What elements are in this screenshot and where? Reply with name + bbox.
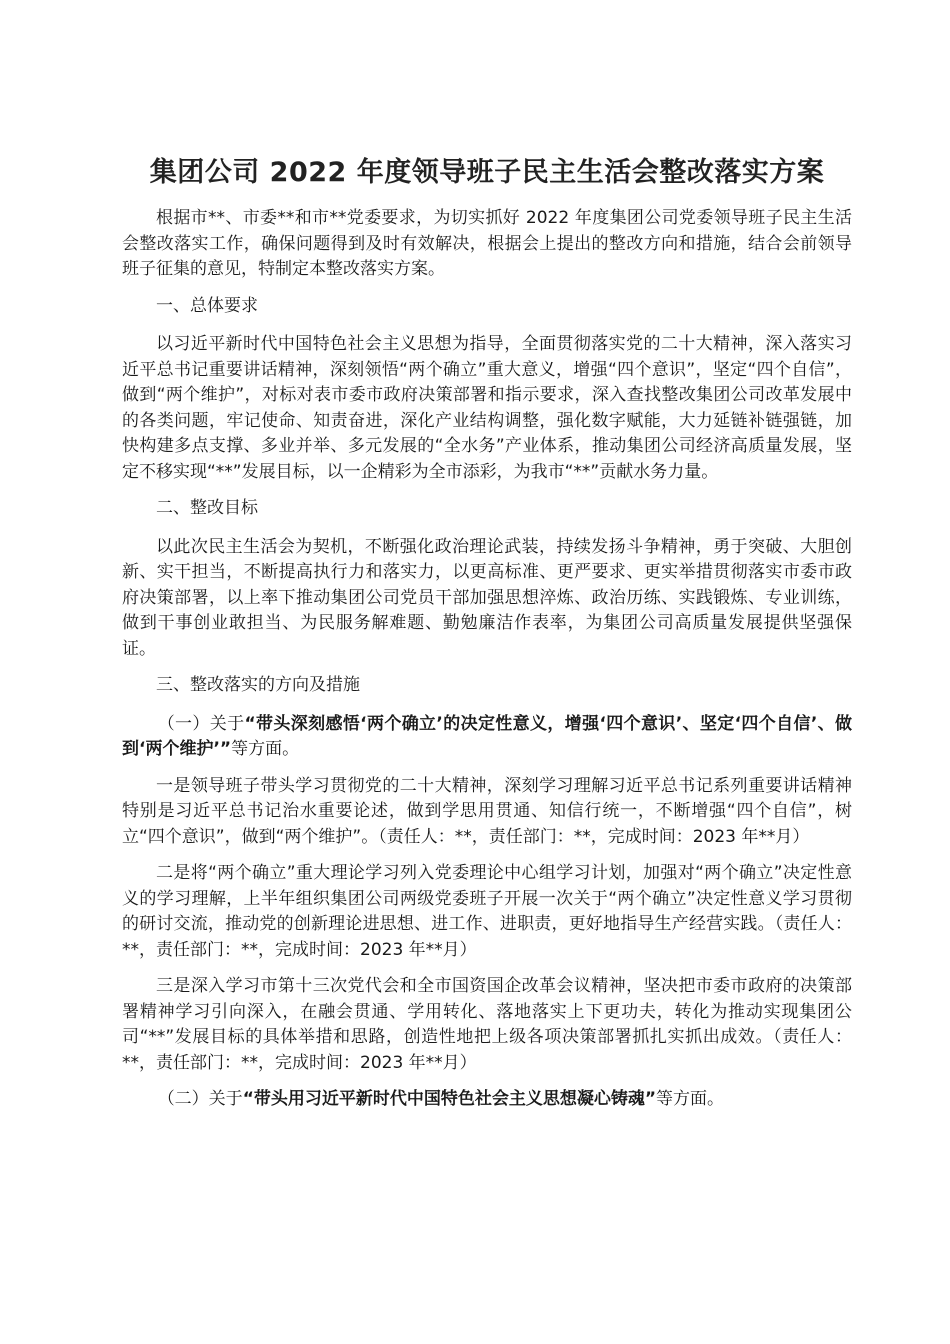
title-suffix: 年度领导班子民主生活会整改落实方案 [356, 157, 825, 188]
section-body-2: 以此次民主生活会为契机，不断强化政治理论武装，持续发扬斗争精神，勇于突破、大胆创新、实干担当，不断提高执行力和落实力，以更高标准、更严要求、更实举措贯彻落实市委市政府决策部署，以上率下推动集团公司党员干部加强思想淬炼、政治历练、实践锻炼、专业训练，做到干事创业敢担当、为民服务解难题、勤勉廉洁作表率，为集团公司高质量发展提供坚强保证。 [122, 536, 852, 659]
section-heading-3: 三、整改落实的方向及措施 [156, 675, 360, 695]
document-page [122, 150, 852, 1124]
title-year: 2022 [269, 157, 347, 188]
measure-item-2: 二是将“两个确立”重大理论学习列入党委理论中心组学习计划，加强对“两个确立”决定性意义的学习理解，上半年组织集团公司两级党委班子开展一次关于“两个确立”决定性意义学习贯彻的研讨交流，推动党的创新理论进思想、进工作、进职责，更好地指导生产经营实践。（责任人：**，责任部门：**，完成时间：2023 年**月） [122, 863, 852, 960]
measure-item-3: 三是深入学习市第十三次党代会和全市国资国企改革会议精神，坚决把市委市政府的决策部署精神学习引向深入，在融会贯通、学用转化、落地落实上下更功夫，转化为推动实现集团公司“**”发展目标的具体举措和思路，创造性地把上级各项决策部署抓扎实抓出成效。（责任人：**，责任部门：**，完成时间：2023 年**月） [122, 976, 852, 1073]
subsection-1-topic: “带头深刻感悟‘两个确立’的决定性意义，增强‘四个意识’、坚定‘四个自信’、做到‘两个维护’” [122, 713, 853, 759]
measure-item-1: 一是领导班子带头学习贯彻党的二十大精神，深刻学习理解习近平总书记系列重要讲话精神特别是习近平总书记治水重要论述，做到学思用贯通、知信行统一，不断增强“四个自信”，树立“四个意识”，做到“两个维护”。（责任人：**，责任部门：**，完成时间：2023 年**月） [122, 775, 852, 847]
title-prefix: 集团公司 [149, 157, 260, 188]
intro-paragraph: 根据市**、市委**和市**党委要求，为切实抓好 2022 年度集团公司党委领导班子民主生活会整改落实工作，确保问题得到及时有效解决，根据会上提出的整改方向和措施，结合会前领导班子征集的意见，特制定本整改落实方案。 [122, 208, 852, 279]
section-heading-1: 一、总体要求 [156, 295, 258, 316]
section-heading-2: 二、整改目标 [156, 498, 258, 518]
subsection-1-prefix: （一）关于 [157, 713, 245, 734]
subsection-1-suffix: 等方面。 [231, 739, 300, 759]
subsection-heading-1 [122, 712, 852, 763]
subsection-2-topic: “带头用习近平新时代中国特色社会主义思想凝心铸魂” [242, 1089, 657, 1109]
section-body-1: 以习近平新时代中国特色社会主义思想为指导，全面贯彻落实党的二十大精神，深入落实习近平总书记重要讲话精神，深刻领悟“两个确立”重大意义，增强“四个意识”，坚定“四个自信”，做到“两个维护”，对标对表市委市政府决策部署和指示要求，深入查找整改集团公司改革发展中的各类问题，牢记使命、知责奋进，深化产业结构调整，强化数字赋能，大力延链补链强链，加快构建多点支撑、多业并举、多元发展的“全水务”产业体系，推动集团公司经济高质量发展，坚定不移实现“**”发展目标，以一企精彩为全市添彩，为我市“**”贡献水务力量。 [122, 334, 852, 482]
subsection-2-suffix: 等方面。 [656, 1089, 725, 1109]
subsection-heading-2 [122, 1087, 852, 1113]
document-title [122, 150, 852, 196]
subsection-2-prefix: （二）关于 [157, 1089, 243, 1109]
